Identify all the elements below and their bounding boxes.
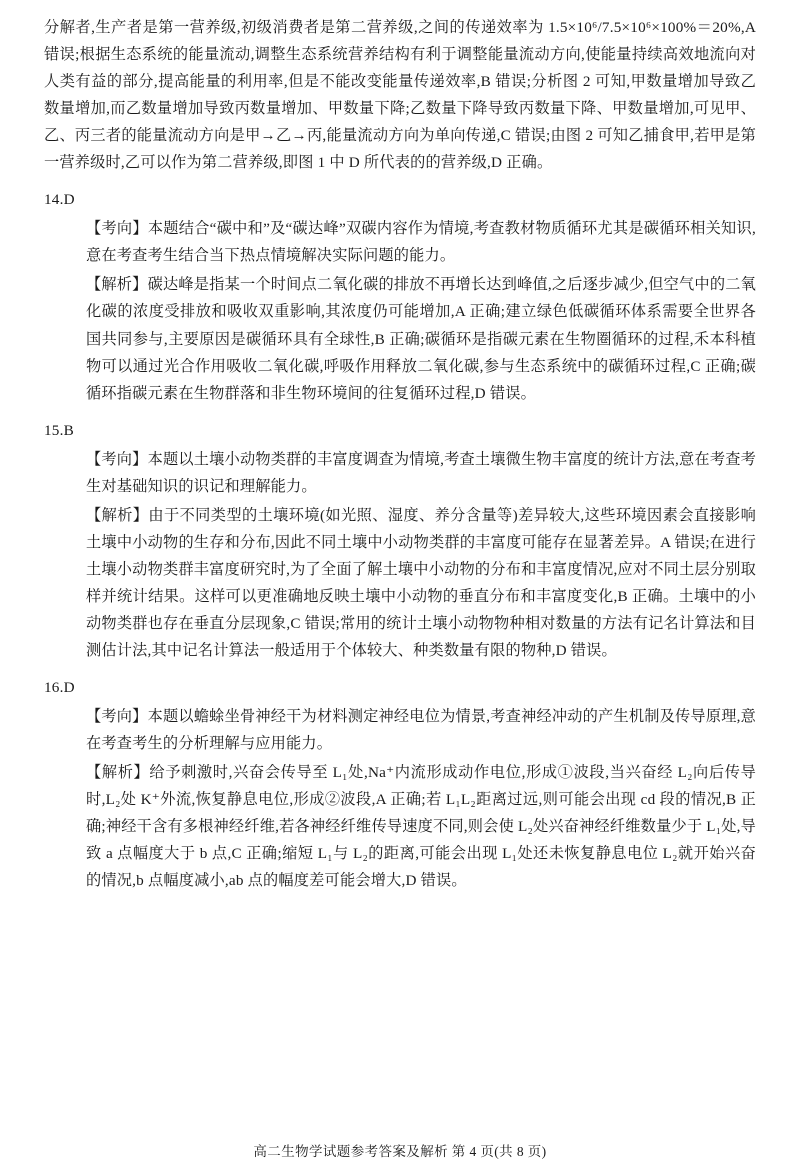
question-number-14 [44,186,756,213]
item-14-kaoxiang-label: 【考向】 [86,220,148,238]
answer-item-14 [44,186,756,406]
item-16-jiexi-text: 给予刺激时,兴奋会传导至 L₁处,Na⁺内流形成动作电位,形成①波段,当兴奋经 L₂向后传导时,L₂处 K⁺外流,恢复静息电位,形成②波段,A 正确;若 L₁L₂距离过远,则可能会出现 cd 段的情况,B 正确;神经干含有多根神经纤维,若各神经纤维传导速度不同,则会使 L₂处兴奋神经纤维数量少于 L₁处,导致 a 点幅度大于 b 点,C 正确;缩短 L₁与 L₂的距离,可能会出现 L₁处还未恢复静息电位 L₂就开始兴奋的情况,b 点幅度减小,ab 点的幅度差可能会增大,D 错误。 [86,764,756,890]
item-15-jiexi-text: 由于不同类型的土壤环境(如光照、湿度、养分含量等)差异较大,这些环境因素会直接影响土壤中小动物的生存和分布,因此不同土壤中小动物类群的丰富度可能存在显著差异。A 错误;在进行土壤小动物类群丰富度研究时,为了全面了解土壤中小动物的分布和丰富度情况,应对不同土层分别取样并统计结果。这样可以更准确地反映土壤中小动物的垂直分布和丰富度变化,B 正确。土壤中的小动物类群也存在垂直分层现象,C 错误;常用的统计土壤小动物物种相对数量的方法有记名计算法和目测估计法,其中记名计算法一般适用于个体较大、种类数量有限的物种,D 错误。 [86,506,756,660]
question-answer-14: D [63,191,75,209]
item-14-jiexi-text: 碳达峰是指某一个时间点二氧化碳的排放不再增长达到峰值,之后逐步减少,但空气中的二氧化碳的浓度受排放和吸收双重影响,其浓度仍可能增加,A 正确;建立绿色低碳循环体系需要全世界各国共同参与,主要原因是碳循环具有全球性,B 正确;碳循环是指碳元素在生物圈循环的过程,禾本科植物可以通过光合作用吸收二氧化碳,呼吸作用释放二氧化碳,参与生态系统中的碳循环过程,C 正确;碳循环指碳元素在生物群落和非生物环境间的往复循环过程,D 错误。 [86,276,756,402]
item-15-kaoxiang-text: 本题以土壤小动物类群的丰富度调查为情境,考查土壤微生物丰富度的统计方法,意在考查考生对基础知识的识记和理解能力。 [86,450,756,495]
answer-item-16 [44,674,756,894]
answer-item-15 [44,417,756,664]
item-16-kaoxiang-label: 【考向】 [86,708,148,726]
item-15-jiexi [86,502,756,664]
question-number-15 [44,417,756,444]
question-answer-16: D [63,679,75,697]
question-number-14-text: 14. [44,191,64,209]
item-15-kaoxiang [86,446,756,500]
item-14-kaoxiang [86,215,756,269]
item-14-jiexi [86,271,756,406]
item-16-kaoxiang-text: 本题以蟾蜍坐骨神经干为材料测定神经电位为情景,考查神经冲动的产生机制及传导原理,意在考查考生的分析理解与应用能力。 [86,708,756,753]
item-15-kaoxiang-label: 【考向】 [86,450,148,468]
question-number-16-text: 16. [44,679,64,697]
item-15-jiexi-label: 【解析】 [86,506,149,524]
question-number-15-text: 15. [44,421,64,439]
question-answer-15: B [63,421,74,439]
continued-paragraph: 分解者,生产者是第一营养级,初级消费者是第二营养级,之间的传递效率为 1.5×10⁶/7.5×10⁶×100%＝20%,A 错误;根据生态系统的能量流动,调整生态系统营养结构有利于调整能量流动方向,使能量持续高效地流向对人类有益的部分,提高能量的利用率,但是不能改变能量传递效率,B 错误;分析图 2 可知,甲数量增加导致乙数量增加,而乙数量增加导致丙数量增加、甲数量下降;乙数量下降导致丙数量下降、甲数量增加,可见甲、乙、丙三者的能量流动方向是甲→乙→丙,能量流动方向为单向传递,C 错误;由图 2 可知乙捕食甲,若甲是第一营养级时,乙可以作为第二营养级,即图 1 中 D 所代表的的营养级,D 正确。 [44,19,756,172]
question-number-16 [44,674,756,701]
item-14-kaoxiang-text: 本题结合“碳中和”及“碳达峰”双碳内容作为情境,考查教材物质循环尤其是碳循环相关知识,意在考查考生结合当下热点情境解决实际问题的能力。 [86,220,756,265]
item-16-jiexi [86,759,756,894]
item-16-jiexi-label: 【解析】 [86,764,150,782]
item-14-jiexi-label: 【解析】 [86,276,148,294]
page-footer: 高二生物学试题参考答案及解析 第 4 页(共 8 页) [253,1144,547,1159]
item-16-kaoxiang [86,703,756,757]
